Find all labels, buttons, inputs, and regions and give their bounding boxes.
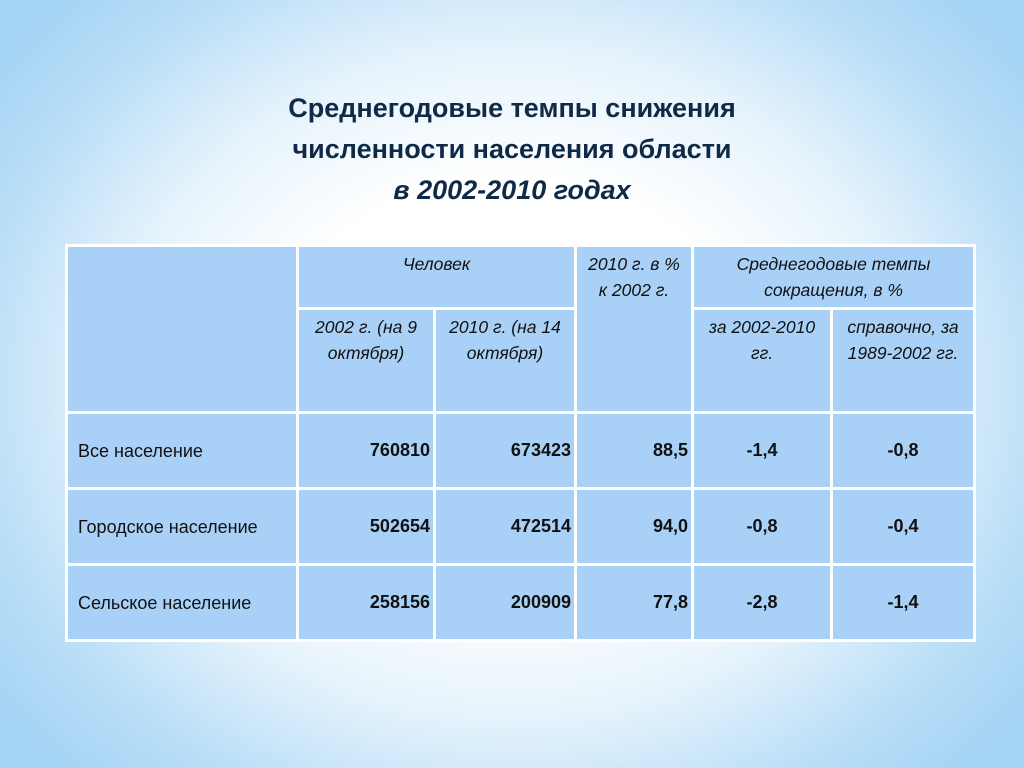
slide-title: [0, 88, 1024, 211]
value-2002: 760810: [299, 414, 433, 487]
title-line-3: в 2002-2010 годах: [393, 175, 631, 205]
row-label: Городское население: [68, 490, 296, 563]
header-rates: Среднегодовые темпы сокращения, в %: [694, 247, 973, 307]
header-percent: 2010 г. в % к 2002 г.: [577, 247, 691, 411]
value-rate-1989-2002: -1,4: [833, 566, 973, 639]
header-corner-cell: [68, 247, 296, 411]
value-2002: 502654: [299, 490, 433, 563]
value-rate-1989-2002: -0,8: [833, 414, 973, 487]
table-row: [68, 566, 973, 639]
value-rate-2002-2010: -2,8: [694, 566, 830, 639]
value-2010: 673423: [436, 414, 574, 487]
header-2010: 2010 г. (на 14 октября): [436, 310, 574, 411]
row-label: Все население: [68, 414, 296, 487]
value-percent: 88,5: [577, 414, 691, 487]
population-table: [65, 244, 976, 642]
value-2010: 200909: [436, 566, 574, 639]
table-row: [68, 490, 973, 563]
header-rate-2002-2010: за 2002-2010 гг.: [694, 310, 830, 411]
header-persons: Человек: [299, 247, 574, 307]
header-2002: 2002 г. (на 9 октября): [299, 310, 433, 411]
value-rate-2002-2010: -1,4: [694, 414, 830, 487]
table-row: [68, 414, 973, 487]
value-2010: 472514: [436, 490, 574, 563]
value-percent: 77,8: [577, 566, 691, 639]
header-rate-1989-2002: справочно, за 1989-2002 гг.: [833, 310, 973, 411]
value-rate-1989-2002: -0,4: [833, 490, 973, 563]
value-2002: 258156: [299, 566, 433, 639]
value-rate-2002-2010: -0,8: [694, 490, 830, 563]
row-label: Сельское население: [68, 566, 296, 639]
value-percent: 94,0: [577, 490, 691, 563]
title-line-1: Среднегодовые темпы снижения: [288, 93, 736, 123]
title-line-2: численности населения области: [292, 134, 732, 164]
